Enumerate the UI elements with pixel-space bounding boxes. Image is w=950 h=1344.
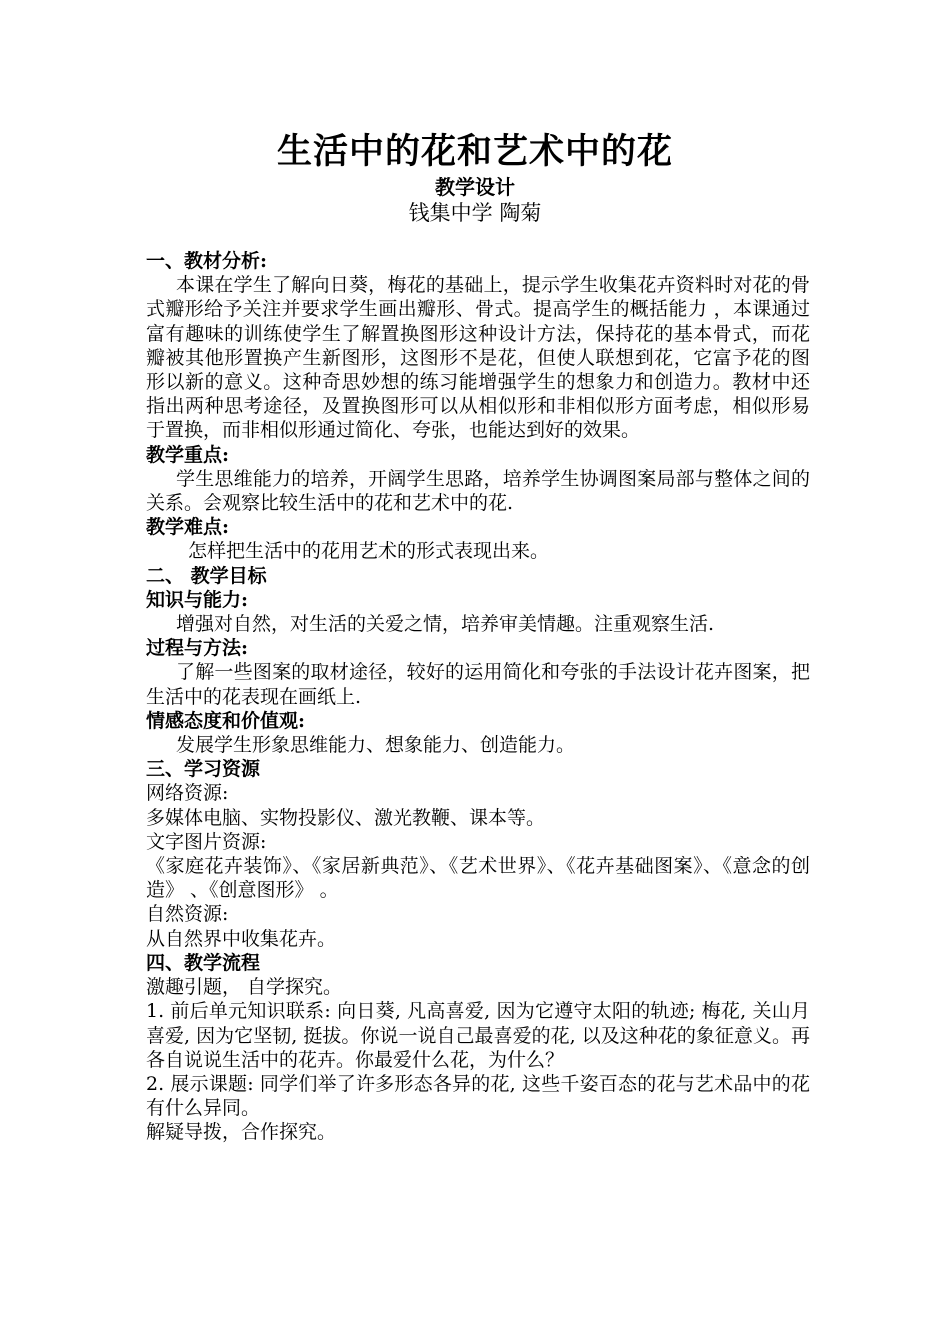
process-method-paragraph: 了解一些图案的取材途径，较好的运用简化和夸张的手法设计花卉图案，把生活中的花表现在画纸上. [146, 661, 810, 708]
teaching-focus-heading: 教学重点: [146, 443, 230, 466]
process-method-heading: 过程与方法: [146, 637, 249, 660]
author-line: 钱集中学 陶菊 [408, 201, 542, 225]
section-heading-material-analysis: 一、教材分析: [146, 250, 268, 272]
material-analysis-paragraph: 本课在学生了解向日葵，梅花的基础上，提示学生收集花卉资料时对花的骨式瓣形给予关注并要求学生画出瓣形、骨式。提高学生的概括能力 ，本课通过富有趣味的训练使学生了解置换图形这种设计方法，保持花的基本骨式，而花瓣被其他形置换产生新图形，这图形不是花，但使人联想到花，它富予花的图形以新的意义。这种奇思妙想的练习能增强学生的想象力和创造力。教材中还指出两种思考途径，及置换图形可以从相似形和非相似形方面考虑，相似形易于置换，而非相似形通过简化、夸张，也能达到好的效果。 [146, 274, 810, 442]
knowledge-ability-heading: 知识与能力: [146, 588, 249, 611]
emotion-values-heading: 情感态度和价值观: [146, 709, 306, 732]
teaching-process-step-2: 2. 展示课题: 同学们举了许多形态各异的花, 这些千姿百态的花与艺术品中的花有什么异同。 [146, 1072, 810, 1120]
knowledge-ability-paragraph: 增强对自然，对生活的关爱之情，培养审美情趣。注重观察生活. [176, 613, 715, 636]
document-subtitle: 教学设计 [435, 175, 515, 199]
network-resources-text: 多媒体电脑、实物投影仪、激光教鞭、课本等。 [146, 806, 546, 829]
teaching-process-closing: 解疑导拨，合作探究。 [146, 1121, 337, 1144]
section-heading-teaching-goals: 二、 教学目标 [146, 564, 267, 587]
section-heading-learning-resources: 三、学习资源 [146, 758, 261, 781]
document-body [146, 249, 810, 1145]
network-resources-label: 网络资源: [146, 782, 229, 805]
text-image-resources-text: 《家庭花卉装饰》、《家居新典范》、《艺术世界》、《花卉基础图案》、《意念的创造》 、《创意图形》 。 [146, 855, 810, 902]
teaching-process-intro: 激趣引题， 自学探究。 [146, 976, 343, 999]
teaching-process-step-1: 1. 前后单元知识联系: 向日葵, 凡高喜爱, 因为它遵守太阳的轨迹; 梅花, 关山月喜爱, 因为它坚韧, 挺拔。你说一说自己最喜爱的花, 以及这种花的象征意义。再各自说说生活中的花卉。你最爱什么花，为什么？ [146, 1000, 810, 1071]
document-title: 生活中的花和艺术中的花 [276, 131, 673, 172]
teaching-difficulty-paragraph: 怎样把生活中的花用艺术的形式表现出来。 [188, 540, 550, 563]
teaching-focus-paragraph: 学生思维能力的培养，开阔学生思路，培养学生协调图案局部与整体之间的关系。会观察比较生活中的花和艺术中的花. [146, 467, 810, 515]
natural-resources-label: 自然资源: [146, 903, 229, 926]
text-image-resources-label: 文字图片资源: [146, 830, 267, 853]
emotion-values-paragraph: 发展学生形象思维能力、想象能力、创造能力。 [176, 734, 576, 757]
natural-resources-text: 从自然界中收集花卉。 [146, 927, 337, 950]
teaching-difficulty-heading: 教学难点: [146, 516, 230, 539]
section-heading-teaching-process: 四、教学流程 [146, 951, 261, 974]
